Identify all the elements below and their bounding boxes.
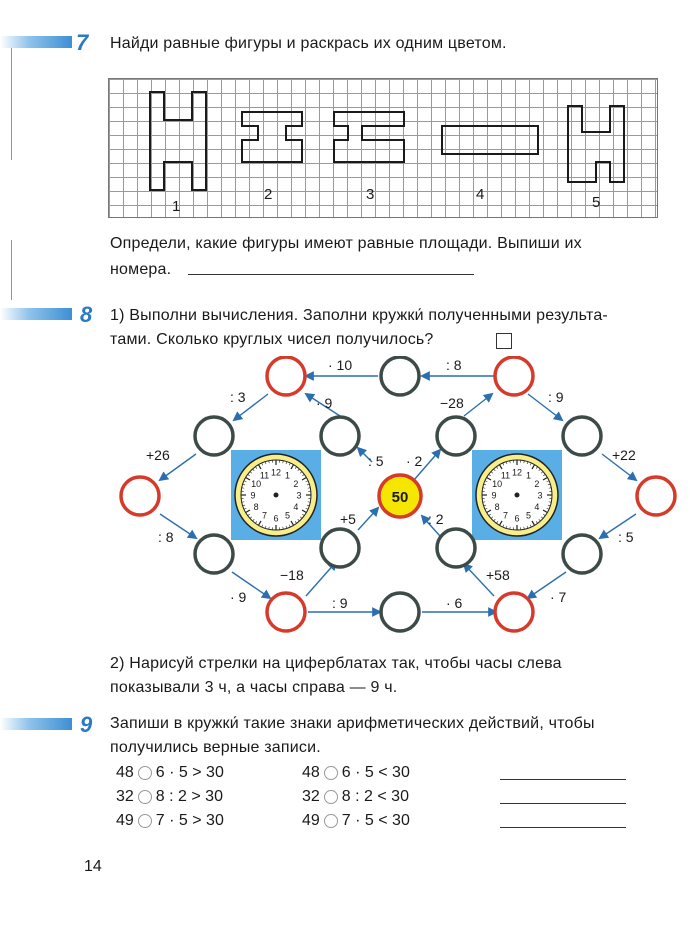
figure-2 xyxy=(242,112,302,162)
clock-number: 1 xyxy=(284,470,291,481)
op-label: · 7 xyxy=(550,589,567,605)
figure-3 xyxy=(334,112,404,162)
clock-number: 9 xyxy=(491,490,497,501)
figures-svg xyxy=(108,78,658,218)
calc-circle xyxy=(563,535,601,573)
task-9-bar xyxy=(0,718,72,730)
op-label: · 10 xyxy=(328,357,353,373)
calc-circle xyxy=(437,529,475,567)
op-label: · 2 xyxy=(406,453,423,469)
operator-circle[interactable] xyxy=(138,790,152,804)
calc-circle xyxy=(563,417,601,455)
clock-number: 11 xyxy=(500,470,511,481)
clock-number: 5 xyxy=(525,510,532,521)
figure-4 xyxy=(442,126,538,154)
figure-label-4: 4 xyxy=(476,186,485,203)
clock-number: 7 xyxy=(261,510,268,521)
task-8-line1: 1) Выполни вычисления. Заполни кружки́ полученными результа- xyxy=(110,307,608,324)
clock-number: 3 xyxy=(296,490,302,501)
operator-circle[interactable] xyxy=(138,766,152,780)
margin-line xyxy=(11,240,12,300)
op-label: : 5 xyxy=(618,529,634,545)
op-label: : 8 xyxy=(446,357,462,373)
op-label: : 8 xyxy=(158,529,174,545)
page-number: 14 xyxy=(84,858,102,875)
equation-number: 48 xyxy=(302,764,320,781)
task-7-bar xyxy=(0,36,72,48)
task-9-line2: получились верные записи. xyxy=(110,739,321,756)
clock-number: 3 xyxy=(537,490,543,501)
task-9-number: 9 xyxy=(80,712,93,737)
equation-row xyxy=(302,764,410,782)
clock-number: 5 xyxy=(284,510,291,521)
calc-circle xyxy=(381,593,419,631)
clock-number: 7 xyxy=(502,510,509,521)
equation-number: 48 xyxy=(116,764,134,781)
op-label: +22 xyxy=(612,447,636,463)
equation-row xyxy=(116,764,224,782)
clock-number: 12 xyxy=(270,467,282,478)
op-label: : 5 xyxy=(368,453,384,469)
equation-row xyxy=(302,788,409,806)
calc-circle xyxy=(195,417,233,455)
operator-circle[interactable] xyxy=(324,766,338,780)
task-8-bar xyxy=(0,308,72,320)
equation-number: 49 xyxy=(302,812,320,829)
calc-circle xyxy=(381,357,419,395)
clock-number: 6 xyxy=(514,513,520,524)
answer-box[interactable] xyxy=(496,333,512,349)
calc-circle xyxy=(437,417,475,455)
calc-circle-round xyxy=(267,593,305,631)
clock-number: 4 xyxy=(534,502,540,512)
clock-number: 8 xyxy=(494,502,500,512)
answer-line[interactable] xyxy=(500,803,626,804)
clock-number: 11 xyxy=(259,470,270,481)
op-label: +26 xyxy=(146,447,170,463)
calc-circle-round xyxy=(637,477,675,515)
equation-rest: 8 : 2 > 30 xyxy=(155,788,223,805)
equation-number: 32 xyxy=(116,788,134,805)
task-7-number: 7 xyxy=(76,30,89,55)
clock-number: 1 xyxy=(525,470,532,481)
clock-number: 8 xyxy=(253,502,259,512)
task-8-line2: тами. Сколько круглых чисел получилось? xyxy=(110,331,434,348)
equation-rest: 7 · 5 < 30 xyxy=(341,812,410,829)
clock-number: 9 xyxy=(250,490,256,501)
figure-5 xyxy=(568,106,624,182)
task-7-question-end: номера. xyxy=(110,261,172,278)
clock-right-face xyxy=(476,454,558,536)
task-9-line1: Запиши в кружки́ такие знаки арифметических действий, чтобы xyxy=(110,715,595,732)
equation-number: 32 xyxy=(302,788,320,805)
task-8-part2-line2: показывали 3 ч, а часы справа — 9 ч. xyxy=(110,679,398,696)
clock-left-face xyxy=(235,454,317,536)
equation-row xyxy=(116,788,223,806)
clock-number: 6 xyxy=(273,513,279,524)
equation-rest: 6 · 5 > 30 xyxy=(155,764,224,781)
clock-number: 4 xyxy=(293,502,299,512)
figure-label-1: 1 xyxy=(172,198,181,215)
calc-circle-round xyxy=(495,593,533,631)
clock-number: 10 xyxy=(251,479,262,489)
op-label: −18 xyxy=(280,567,304,583)
equation-row xyxy=(302,812,410,830)
figure-label-2: 2 xyxy=(264,186,273,203)
calc-diagram xyxy=(110,356,680,646)
clock-number: 12 xyxy=(511,467,523,478)
answer-line[interactable] xyxy=(500,827,626,828)
operator-circle[interactable] xyxy=(324,790,338,804)
figure-label-3: 3 xyxy=(366,186,375,203)
op-label: +58 xyxy=(486,567,510,583)
calc-circle xyxy=(321,417,359,455)
task-7-title: Найди равные фигуры и раскрась их одним цветом. xyxy=(110,35,507,52)
operator-circle[interactable] xyxy=(324,814,338,828)
calc-circle xyxy=(195,535,233,573)
figure-1 xyxy=(150,92,206,190)
op-label: : 9 xyxy=(332,595,348,611)
op-label: : 2 xyxy=(428,511,444,527)
equation-rest: 8 : 2 < 30 xyxy=(341,788,409,805)
op-label: −28 xyxy=(440,395,464,411)
task-8-part2-line1: 2) Нарисуй стрелки на циферблатах так, чтобы часы слева xyxy=(110,655,562,672)
answer-line[interactable] xyxy=(500,779,626,780)
equation-rest: 7 · 5 > 30 xyxy=(155,812,224,829)
task-8-number: 8 xyxy=(80,302,93,327)
equation-row xyxy=(116,812,224,830)
operator-circle[interactable] xyxy=(138,814,152,828)
equation-rest: 6 · 5 < 30 xyxy=(341,764,410,781)
task-7-question: Определи, какие фигуры имеют равные площади. Выпиши их xyxy=(110,235,582,252)
calc-circle-round xyxy=(495,357,533,395)
margin-line xyxy=(11,40,12,160)
clock-number: 10 xyxy=(492,479,503,489)
op-label: : 9 xyxy=(548,389,564,405)
calc-circle xyxy=(321,529,359,567)
op-label: · 6 xyxy=(446,595,463,611)
op-label: · 9 xyxy=(230,589,247,605)
op-label: · 9 xyxy=(316,395,333,411)
op-label: +5 xyxy=(340,511,356,527)
clock-number: 2 xyxy=(293,479,299,489)
calc-circle-round xyxy=(121,477,159,515)
op-label: : 3 xyxy=(230,389,246,405)
figure-label-5: 5 xyxy=(592,194,601,211)
center-value: 50 xyxy=(391,489,409,506)
calc-circle-round xyxy=(267,357,305,395)
answer-line[interactable] xyxy=(188,274,474,275)
clock-number: 2 xyxy=(534,479,540,489)
equation-number: 49 xyxy=(116,812,134,829)
